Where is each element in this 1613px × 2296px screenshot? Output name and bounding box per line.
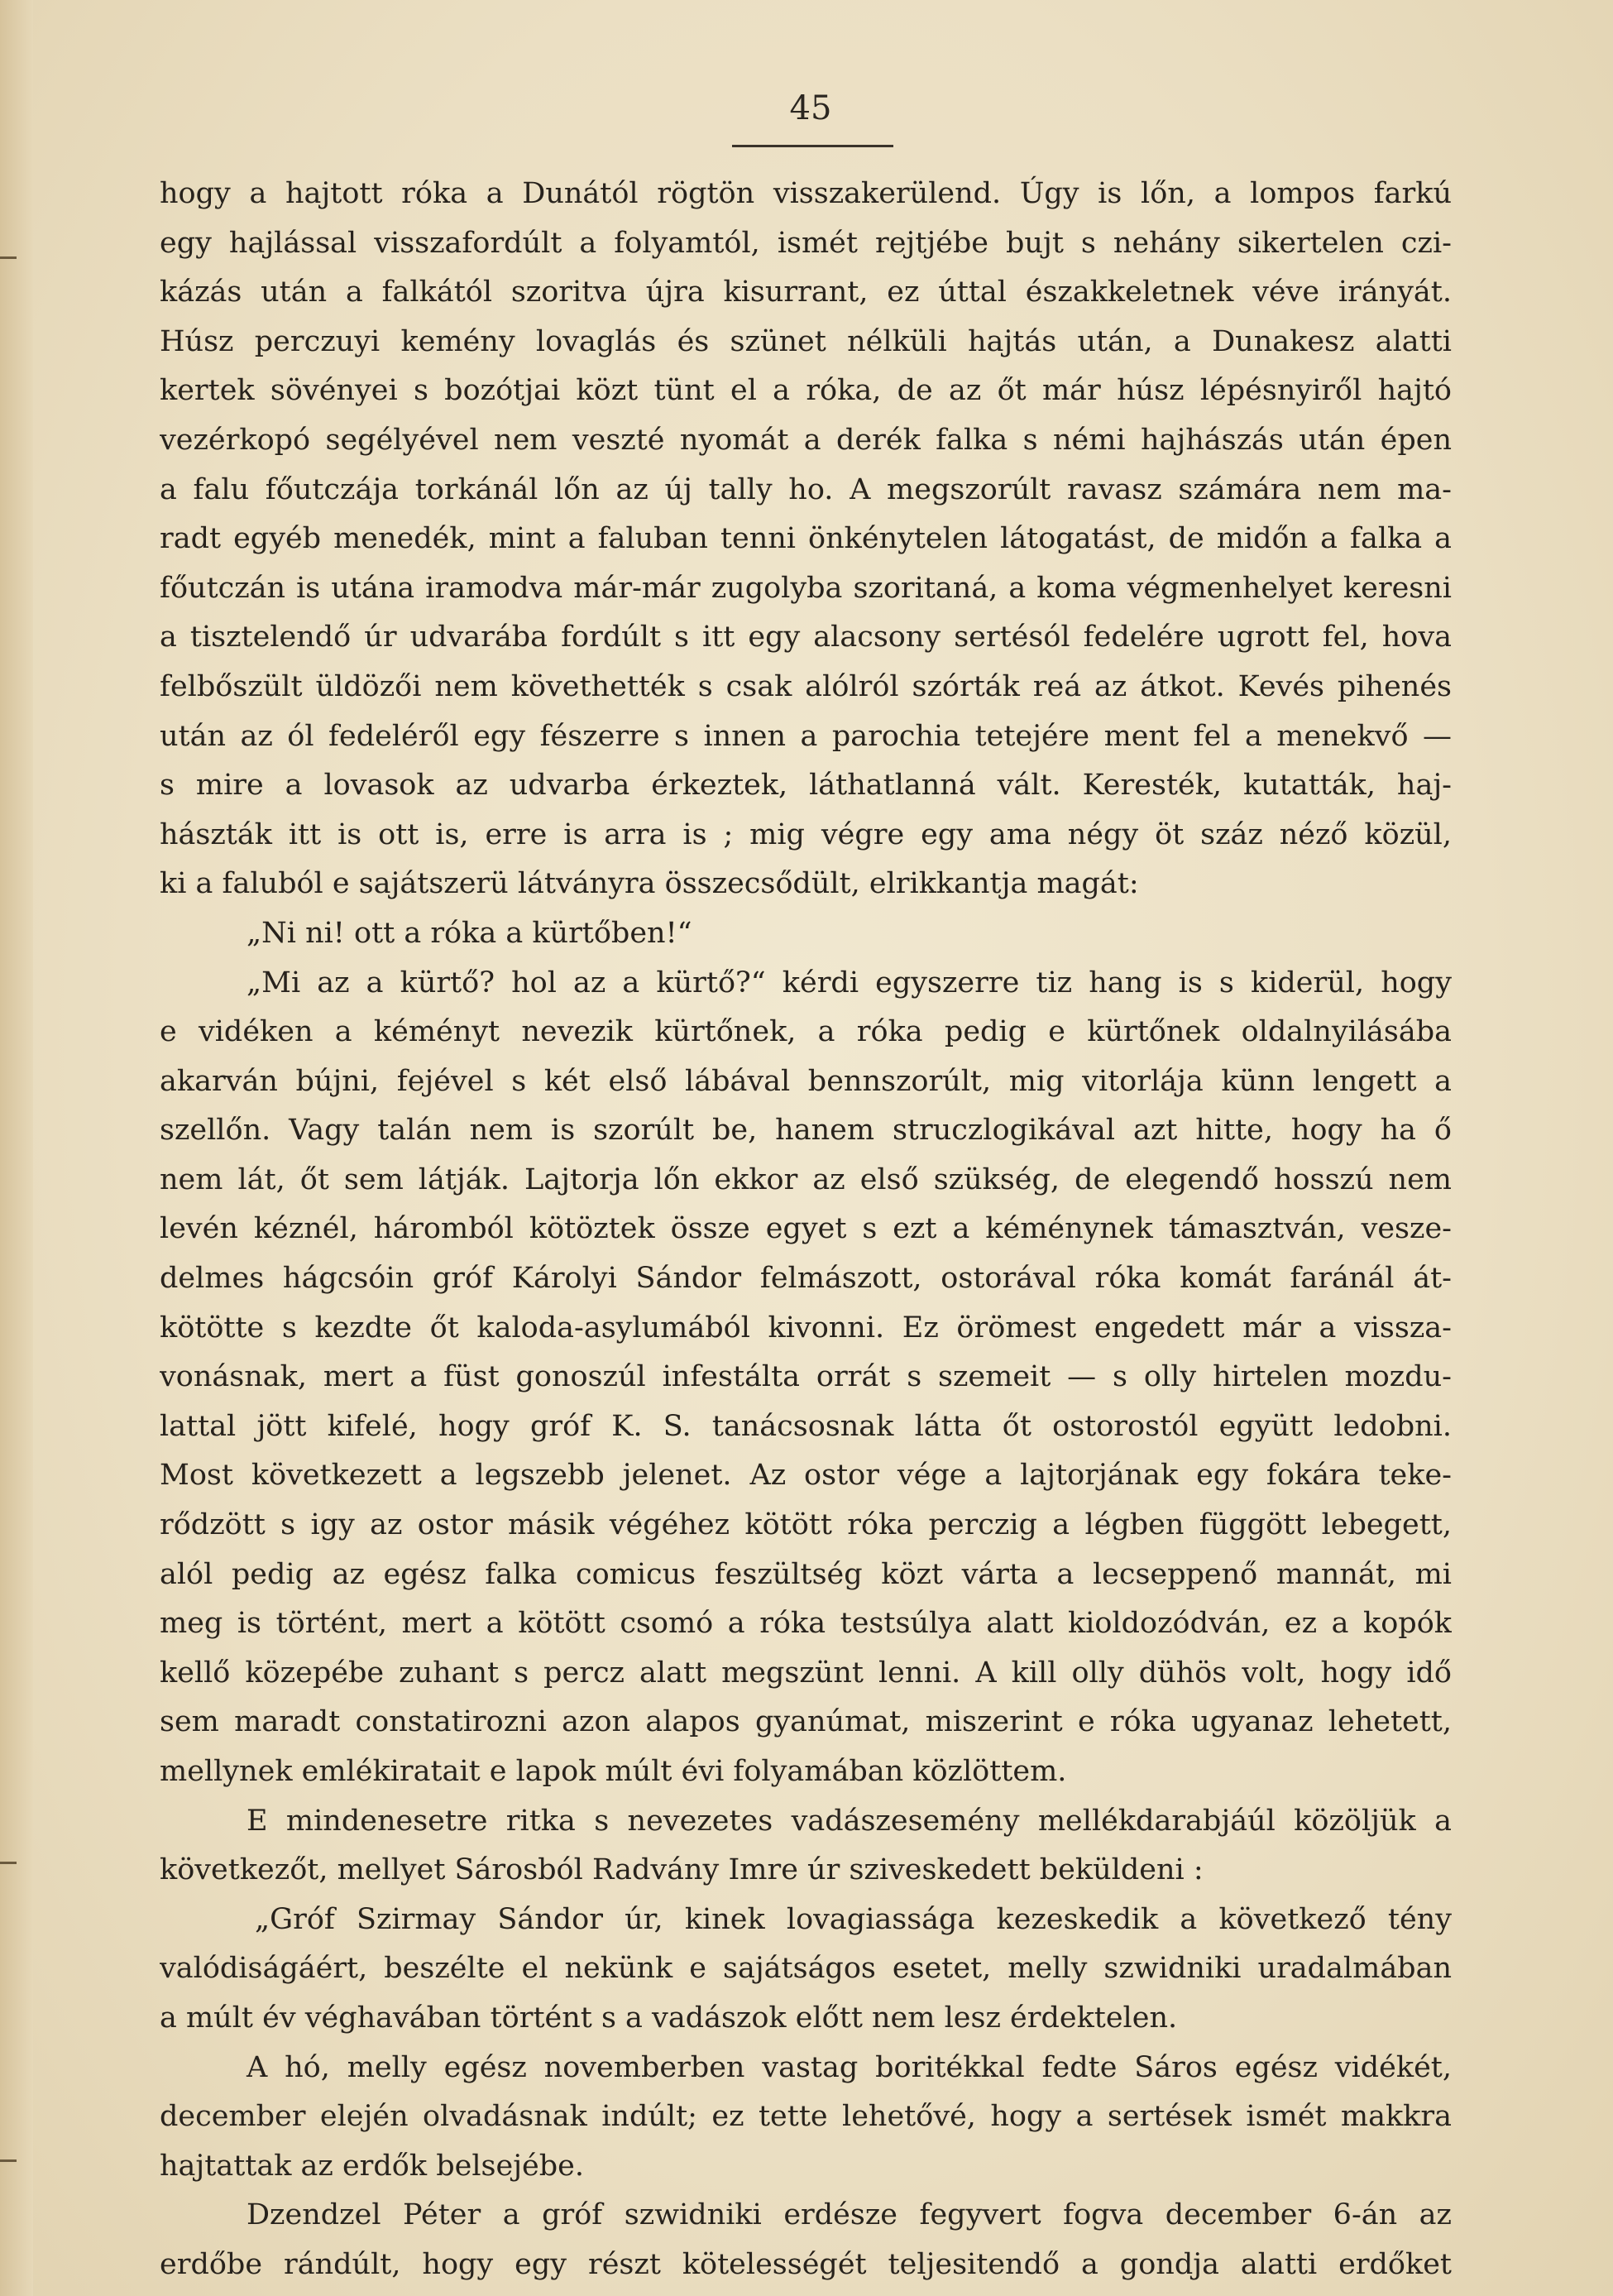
text-line: meg is történt, mert a kötött csomó a róka testsúlya alatt kioldozódván, ez a kopók <box>160 1607 1452 1641</box>
text-line: e vidéken a kéményt nevezik kürtőnek, a róka pedig e kürtőnek oldalnyilásába <box>160 1015 1452 1049</box>
text-line: „Gróf Szirmay Sándor úr, kinek lovagiassága kezeskedik a következő tény <box>255 1902 1452 1936</box>
text-line: a falu főutczája torkánál lőn az új tally ho. A megszorúlt ravasz számára nem ma- <box>160 472 1452 506</box>
text-line: akarván bújni, fejével s két első lábával bennszorúlt, mig vitorlája künn lengett a <box>160 1064 1452 1098</box>
text-line: radt egyéb menedék, mint a faluban tenni önkénytelen látogatást, de midőn a falka a <box>160 522 1452 556</box>
text-line: „Mi az a kürtő? hol az a kürtő?“ kérdi egyszerre tiz hang is s kiderül, hogy <box>246 966 1452 999</box>
text-line: Most következett a legszebb jelenet. Az ostor vége a lajtorjának egy fokára teke- <box>160 1459 1452 1493</box>
text-line: december elején olvadásnak indúlt; ez tette lehetővé, hogy a sertések ismét makkra <box>160 2100 1452 2134</box>
text-line: alól pedig az egész falka comicus feszültség közt várta a lecseppenő mannát, mi <box>160 1557 1452 1591</box>
text-line: erdőbe rándúlt, hogy egy részt kötelességét teljesitendő a gondja alatti erdőket <box>160 2247 1452 2281</box>
text-line: Húsz perczuyi kemény lovaglás és szünet nélküli hajtás után, a Dunakesz alatti <box>160 324 1452 358</box>
text-line: valódiságáért, beszélte el nekünk e sajátságos esetet, melly szwidniki uradalmában <box>160 1952 1452 1986</box>
text-line: hogy a hajtott róka a Dunától rögtön visszakerülend. Úgy is lőn, a lompos farkú <box>160 177 1452 210</box>
margin-mark <box>0 256 17 259</box>
text-line: hászták itt is ott is, erre is arra is ; mig végre egy ama négy öt száz néző közül, <box>160 817 1452 851</box>
text-line: ki a faluból e sajátszerü látványra összecsődült, elrikkantja magát: <box>160 867 1139 901</box>
text-line: nem lát, őt sem látják. Lajtorja lőn ekkor az első szükség, de elegendő hosszú nem <box>160 1162 1452 1196</box>
text-line: után az ól fedeléről egy fészerre s innen a parochia tetejére ment fel a menekvő — <box>160 719 1452 753</box>
text-line: kötötte s kezdte őt kaloda-asylumából kivonni. Ez örömest engedett már a vissza- <box>160 1311 1452 1345</box>
margin-mark <box>0 1862 17 1864</box>
text-line: Dzendzel Péter a gróf szwidniki erdésze fegyvert fogva december 6-án az <box>246 2198 1452 2232</box>
text-line: sem maradt constatirozni azon alapos gyanúmat, miszerint e róka ugyanaz lehetett, <box>160 1705 1452 1739</box>
text-line: rődzött s igy az ostor másik végéhez kötött róka perczig a légben függött lebegett, <box>160 1508 1452 1542</box>
margin-mark <box>0 2159 17 2162</box>
page-binding-edge <box>0 0 33 2296</box>
page-number: 45 <box>789 89 832 127</box>
text-line: mellynek emlékiratait e lapok múlt évi folyamában közlöttem. <box>160 1755 1067 1788</box>
text-line: E mindenesetre ritka s nevezetes vadászesemény mellékdarabjáúl közöljük a <box>246 1804 1452 1838</box>
text-line: következőt, mellyet Sárosból Radvány Imre úr sziveskedett beküldeni : <box>160 1853 1204 1887</box>
text-line: vonásnak, mert a füst gonoszúl infestálta orrát s szemeit — s olly hirtelen mozdu- <box>160 1360 1452 1394</box>
text-line: vezérkopó segélyével nem veszté nyomát a derék falka s némi hajhászás után épen <box>160 423 1452 457</box>
body-text <box>160 170 1452 2290</box>
text-line: főutczán is utána iramodva már-már zugolyba szoritaná, a koma végmenhelyet keresni <box>160 571 1452 605</box>
text-line: a múlt év véghavában történt s a vadászok előtt nem lesz érdektelen. <box>160 2001 1178 2035</box>
text-line: egy hajlással visszafordúlt a folyamtól, ismét rejtjébe bujt s nehány sikertelen czi- <box>160 226 1452 260</box>
text-line: s mire a lovasok az udvarba érkeztek, láthatlanná vált. Keresték, kutatták, haj- <box>160 769 1452 803</box>
text-line: levén kéznél, háromból kötöztek össze egyet s ezt a kéménynek támasztván, vesze- <box>160 1212 1452 1246</box>
text-line: hajtattak az erdők belsejébe. <box>160 2149 585 2183</box>
text-line: kertek sövényei s bozótjai közt tünt el a róka, de az őt már húsz lépésnyiről hajtó <box>160 374 1452 408</box>
text-line: A hó, melly egész novemberben vastag boritékkal fedte Sáros egész vidékét, <box>246 2050 1452 2084</box>
text-line: „Ni ni! ott a róka a kürtőben!“ <box>246 916 692 950</box>
text-line: a tisztelendő úr udvarába fordúlt s itt egy alacsony sertésól fedelére ugrott fel, hova <box>160 621 1452 654</box>
text-line: szellőn. Vagy talán nem is szorúlt be, hanem struczlogikával azt hitte, hogy ha ő <box>160 1114 1452 1148</box>
text-line: kellő közepébe zuhant s percz alatt megszünt lenni. A kill olly dühös volt, hogy idő <box>160 1656 1452 1690</box>
text-line: kázás után a falkától szoritva újra kisurrant, ez úttal északkeletnek véve irányát. <box>160 276 1452 309</box>
text-line: felbőszült üldözői nem követhették s csak alólról szórták reá az átkot. Kevés pihenés <box>160 669 1452 703</box>
text-line: lattal jött kifelé, hogy gróf K. S. tanácsosnak látta őt ostorostól együtt ledobni. <box>160 1409 1452 1443</box>
header-rule <box>732 145 893 147</box>
text-line: delmes hágcsóin gróf Károlyi Sándor felmászott, ostorával róka komát faránál át- <box>160 1262 1452 1296</box>
